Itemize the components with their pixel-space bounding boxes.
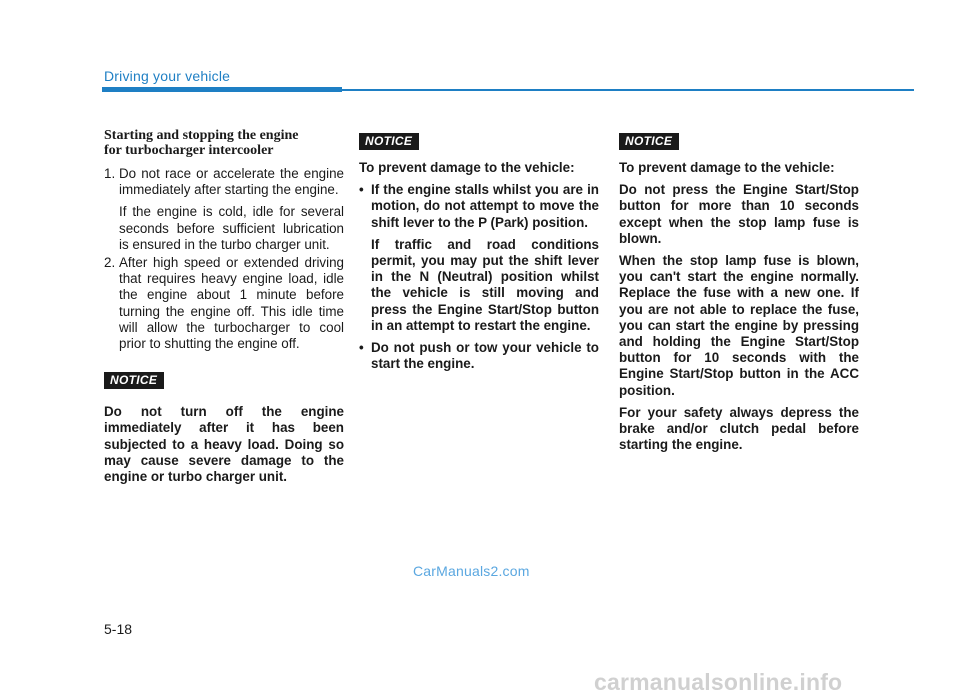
list-item xyxy=(359,182,599,334)
bullet-icon: • xyxy=(359,182,364,198)
step-note: If the engine is cold, idle for several seconds before sufficient lubrication is ensured in the turbo charger unit. xyxy=(119,204,344,252)
heading-line-2: for turbocharger intercooler xyxy=(104,143,274,158)
notice-paragraph: When the stop lamp fuse is blown, you can't start the engine normally. Replace the fuse with a new one. If you are not able to replace the fuse, you can start the engine by pressing and holding the Engine Start/Stop button for 10 seconds with the Engine Start/Stop button in the ACC position. xyxy=(619,253,859,398)
bullet-text: If the engine stalls whilst you are in motion, do not attempt to move the shift lever to the P (Park) position. xyxy=(371,182,599,230)
notice-intro: To prevent damage to the vehicle: xyxy=(359,160,575,175)
list-item xyxy=(359,340,599,372)
steps-list xyxy=(104,166,344,352)
step-text: Do not race or accelerate the engine immediately after starting the engine. xyxy=(119,166,344,198)
right-column xyxy=(619,133,859,459)
list-item xyxy=(104,255,344,352)
site-watermark: carmanualsonline.info xyxy=(594,669,843,695)
middle-column xyxy=(359,133,599,378)
notice-badge: NOTICE xyxy=(104,372,164,389)
section-title: Driving your vehicle xyxy=(104,68,231,84)
header-rule-thin xyxy=(342,89,914,91)
step-text: After high speed or extended driving that requires heavy engine load, idle the engine about 1 minute before turning the engine off. This idle time will allow the turbocharger to cool prior to shutting the engine off. xyxy=(119,255,344,352)
notice-paragraph: Do not press the Engine Start/Stop button for more than 10 seconds except when the stop lamp fuse is blown. xyxy=(619,182,859,246)
notice-bullets xyxy=(359,182,599,372)
header-rule-thick xyxy=(102,87,342,92)
page-number: 5-18 xyxy=(104,621,133,637)
notice-paragraph: To prevent damage to the vehicle: xyxy=(619,160,835,175)
notice-badge: NOTICE xyxy=(359,133,419,150)
bullet-text: Do not push or tow your vehicle to start the engine. xyxy=(371,340,599,372)
watermark-link[interactable]: CarManuals2.com xyxy=(413,563,530,579)
left-column xyxy=(104,128,344,491)
list-item xyxy=(104,166,344,253)
step-number: 2. xyxy=(104,255,116,271)
turbo-heading xyxy=(104,128,344,158)
bullet-icon: • xyxy=(359,340,364,356)
heading-line-1: Starting and stopping the engine xyxy=(104,128,299,143)
notice-paragraph: For your safety always depress the brake and/or clutch pedal before starting the engine. xyxy=(619,404,859,453)
notice-badge: NOTICE xyxy=(619,133,679,150)
step-number: 1. xyxy=(104,166,116,181)
notice-text: Do not turn off the engine immediately after it has been subjected to a heavy load. Doing so may cause severe damage to the engine or turbo charger unit. xyxy=(104,404,344,485)
bullet-sub: If traffic and road conditions permit, you may put the shift lever in the N (Neutral) position whilst the vehicle is still moving and press the Engine Start/Stop button in an attempt to restart the engine. xyxy=(371,236,599,333)
